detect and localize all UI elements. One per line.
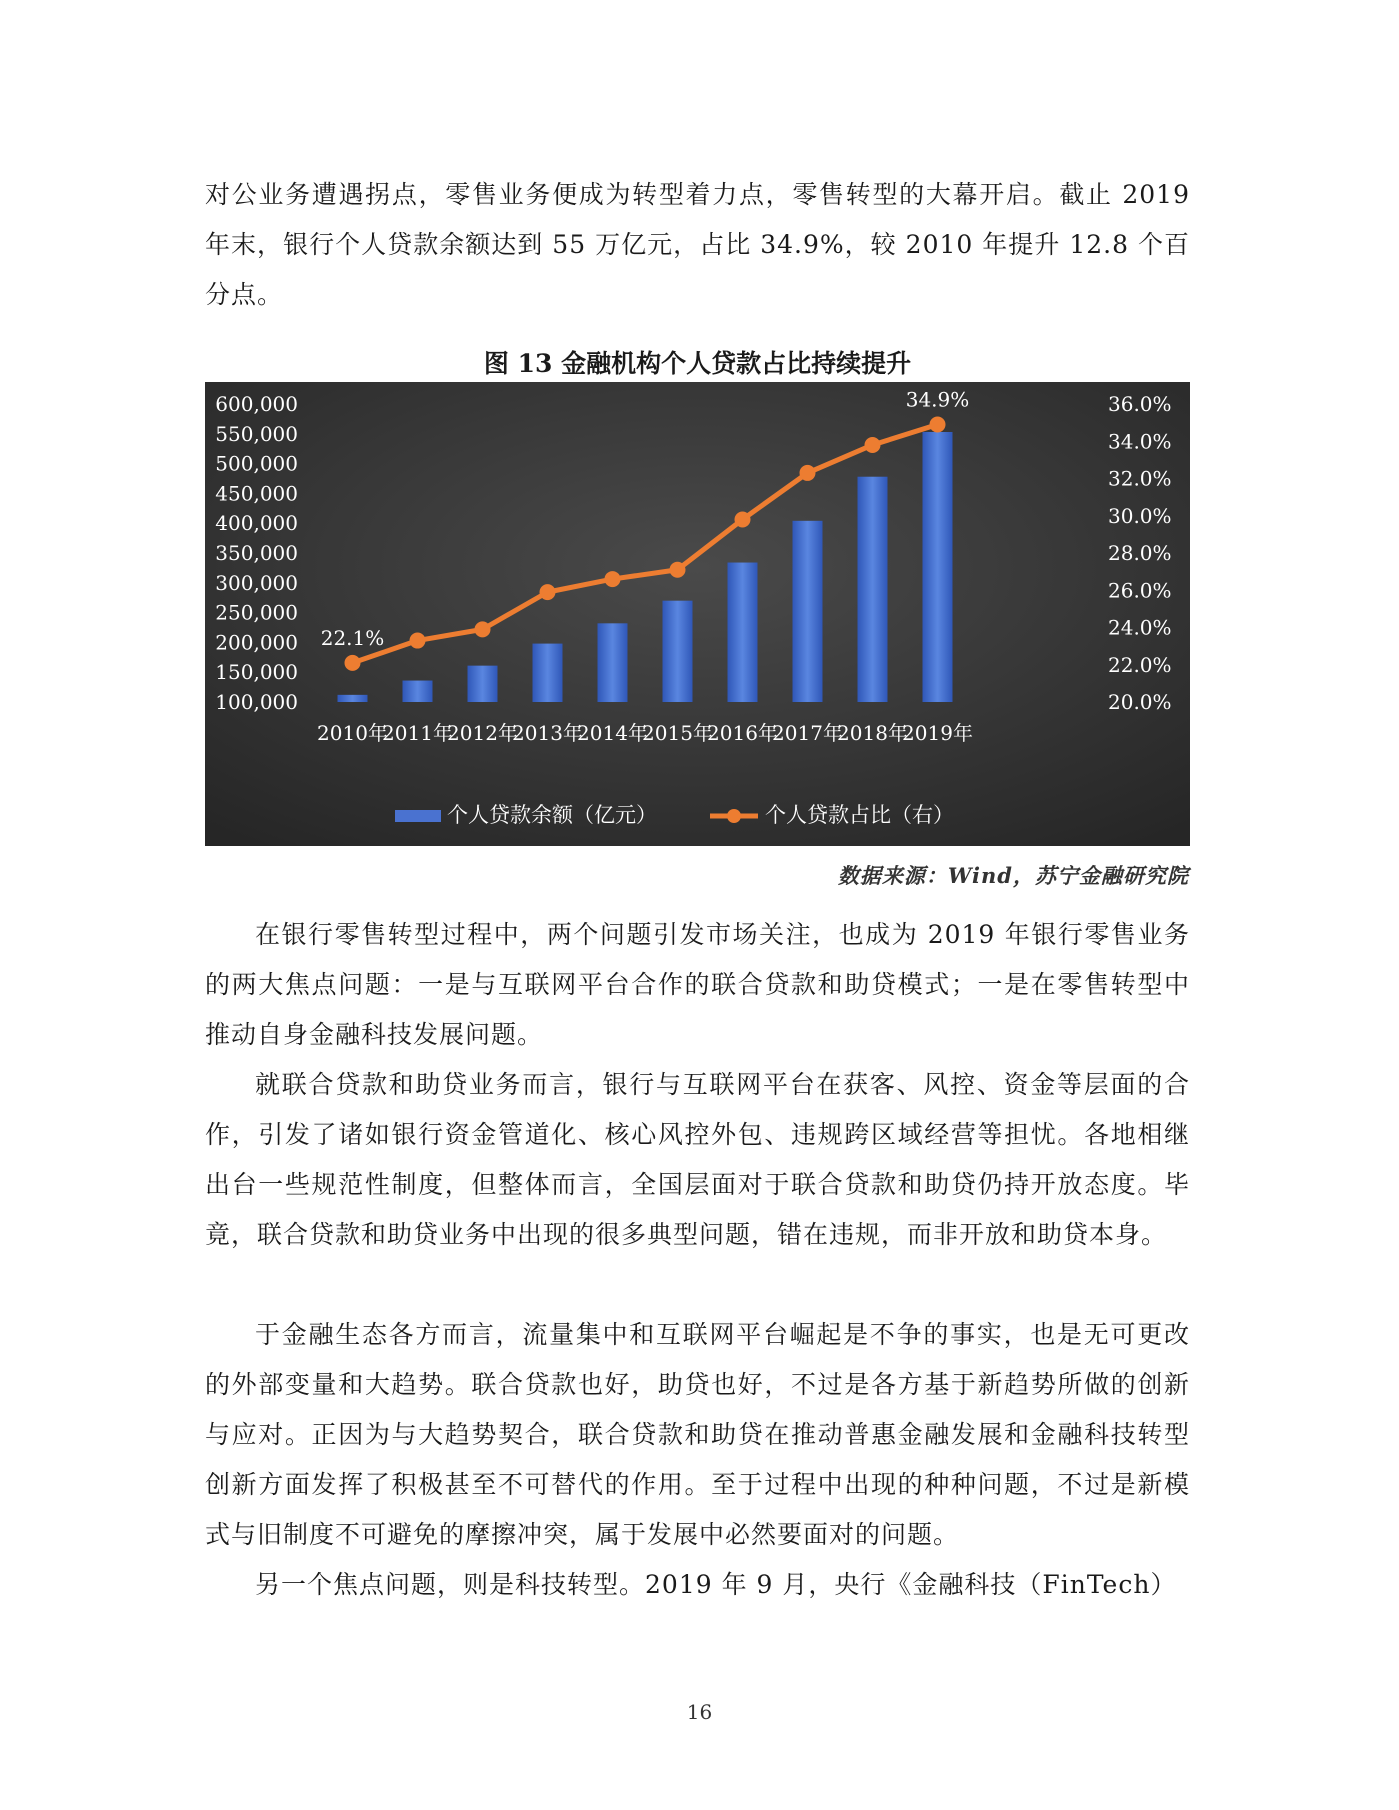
intro-paragraph: 对公业务遭遇拐点，零售业务便成为转型着力点，零售转型的大幕开启。截止 2019 年末，银行个人贷款余额达到 55 万亿元，占比 34.9%，较 2010 年提升 12.8 个百分点。 <box>205 180 1190 309</box>
y-left-tick: 400,000 <box>215 511 298 536</box>
x-tick-label: 2013年 <box>512 721 583 745</box>
bar-2 <box>468 666 498 702</box>
bar-6 <box>728 563 758 702</box>
bar-5 <box>663 601 693 702</box>
data-label-9: 34.9% <box>905 387 970 412</box>
bar-3 <box>533 644 563 702</box>
bar-9 <box>923 432 953 702</box>
y-right-tick: 26.0% <box>1108 578 1172 603</box>
x-tick-label: 2012年 <box>447 721 518 745</box>
chart-background <box>205 382 1190 846</box>
x-tick-label: 2018年 <box>837 721 908 745</box>
y-right-tick: 36.0% <box>1108 392 1172 416</box>
y-left-tick: 300,000 <box>215 570 298 595</box>
ratio-point-6 <box>735 511 751 527</box>
data-label-0: 22.1% <box>320 625 385 650</box>
y-left-tick: 450,000 <box>215 481 298 506</box>
ratio-point-5 <box>670 562 686 578</box>
legend-bar-swatch <box>395 810 441 822</box>
x-tick-label: 2019年 <box>902 721 973 745</box>
bar-8 <box>858 477 888 702</box>
figure-title: 图 13 金融机构个人贷款占比持续提升 <box>483 349 912 378</box>
chart-svg <box>205 382 1190 846</box>
ratio-point-9 <box>930 416 946 432</box>
y-right-tick: 28.0% <box>1108 541 1172 565</box>
ratio-point-2 <box>475 621 491 637</box>
x-tick-label: 2016年 <box>707 721 778 745</box>
x-tick-label: 2015年 <box>642 721 713 745</box>
y-left-tick: 550,000 <box>215 421 298 446</box>
bar-7 <box>793 521 823 702</box>
ratio-point-0 <box>345 655 361 671</box>
paragraph-3: 于金融生态各方而言，流量集中和互联网平台崛起是不争的事实，也是无可更改的外部变量和大趋势。联合贷款也好，助贷也好，不过是各方基于新趋势所做的创新与应对。正因为与大趋势契合，联合贷款和助贷在推动普惠金融发展和金融科技转型创新方面发挥了积极甚至不可替代的作用。至于过程中出现的种种问题，不过是新模式与旧制度不可避免的摩擦冲突，属于发展中必然要面对的问题。 <box>205 1320 1190 1549</box>
paragraph-4: 另一个焦点问题，则是科技转型。2019 年 9 月，央行《金融科技（FinTech） <box>255 1570 1177 1599</box>
y-right-tick: 22.0% <box>1108 652 1172 677</box>
y-left-tick: 350,000 <box>215 541 298 565</box>
page-number: 16 <box>686 1700 713 1724</box>
y-left-tick: 100,000 <box>215 690 298 714</box>
y-right-tick: 32.0% <box>1108 466 1172 491</box>
x-tick-label: 2017年 <box>772 721 843 745</box>
y-left-tick: 250,000 <box>215 600 298 625</box>
paragraph-1: 在银行零售转型过程中，两个问题引发市场关注，也成为 2019 年银行零售业务的两大焦点问题：一是与互联网平台合作的联合贷款和助贷模式；一是在零售转型中推动自身金融科技发展问题。 <box>205 920 1190 1049</box>
x-tick-label: 2011年 <box>382 721 453 745</box>
loan-chart <box>205 382 1190 846</box>
ratio-point-7 <box>800 465 816 481</box>
ratio-point-1 <box>410 633 426 649</box>
bar-0 <box>338 695 368 702</box>
ratio-point-8 <box>865 437 881 453</box>
y-right-tick: 20.0% <box>1108 690 1172 714</box>
legend-line-label: 个人贷款占比（右） <box>765 803 954 827</box>
x-tick-label: 2014年 <box>577 721 648 745</box>
y-left-tick: 600,000 <box>215 392 298 416</box>
bar-1 <box>403 681 433 702</box>
paragraph-2: 就联合贷款和助贷业务而言，银行与互联网平台在获客、风控、资金等层面的合作，引发了诸如银行资金管道化、核心风控外包、违规跨区域经营等担忧。各地相继出台一些规范性制度，但整体而言，全国层面对于联合贷款和助贷仍持开放态度。毕竟，联合贷款和助贷业务中出现的很多典型问题，错在违规，而非开放和助贷本身。 <box>205 1070 1190 1249</box>
bar-4 <box>598 623 628 702</box>
ratio-point-3 <box>540 584 556 600</box>
y-right-tick: 30.0% <box>1108 503 1172 528</box>
data-source: 数据来源：Wind，苏宁金融研究院 <box>837 863 1189 888</box>
y-left-tick: 500,000 <box>215 451 298 476</box>
ratio-point-4 <box>605 571 621 587</box>
y-left-tick: 200,000 <box>215 630 298 655</box>
y-right-tick: 34.0% <box>1108 429 1172 454</box>
y-right-tick: 24.0% <box>1108 615 1172 640</box>
legend-bar-label: 个人贷款余额（亿元） <box>447 803 657 827</box>
y-left-tick: 150,000 <box>215 660 298 685</box>
x-tick-label: 2010年 <box>317 721 388 745</box>
legend-line-marker <box>727 809 741 823</box>
